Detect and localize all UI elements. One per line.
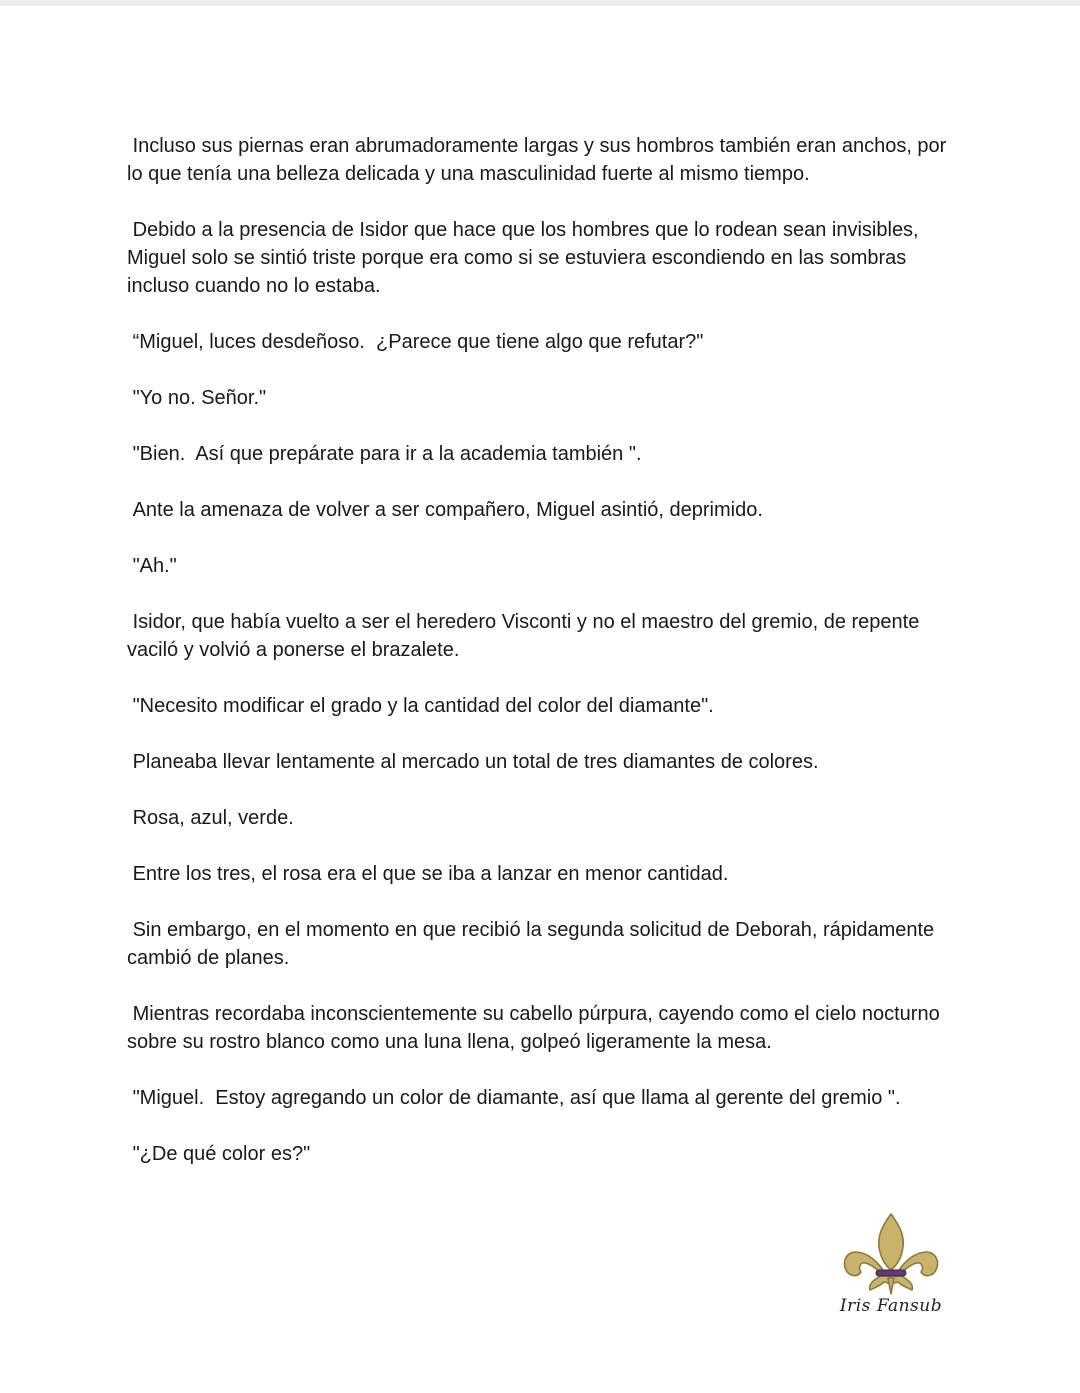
paragraph: "Necesito modificar el grado y la cantidad del color del diamante".	[127, 695, 714, 717]
paragraph: "Yo no. Señor."	[127, 387, 267, 409]
paragraph: Planeaba llevar lentamente al mercado un total de tres diamantes de colores.	[127, 751, 819, 773]
top-edge-bar	[0, 0, 1080, 6]
paragraph: Debido a la presencia de Isidor que hace que los hombres que lo rodean sean invisibles, Miguel solo se sintió triste porque era como si se estuviera escondiendo en las sombras incluso cuando no lo estaba.	[127, 219, 925, 297]
iris-fansub-watermark	[838, 1212, 944, 1322]
document-body	[127, 132, 957, 1196]
paragraph: "Ah."	[127, 555, 177, 577]
paragraph: "Bien. Así que prepárate para ir a la academia también ".	[127, 443, 642, 465]
paragraph: Rosa, azul, verde.	[127, 807, 294, 829]
paragraph: Sin embargo, en el momento en que recibió la segunda solicitud de Deborah, rápidamente cambió de planes.	[127, 919, 940, 969]
paragraph: Mientras recordaba inconscientemente su cabello púrpura, cayendo como el cielo nocturno sobre su rostro blanco como una luna llena, golpeó ligeramente la mesa.	[127, 1003, 946, 1053]
paragraph: "Miguel. Estoy agregando un color de diamante, así que llama al gerente del gremio ".	[127, 1087, 901, 1109]
watermark-text: Iris Fansub	[839, 1296, 943, 1316]
paragraph: Entre los tres, el rosa era el que se iba a lanzar en menor cantidad.	[127, 863, 729, 885]
paragraph: “Miguel, luces desdeñoso. ¿Parece que tiene algo que refutar?"	[127, 331, 704, 353]
paragraph: Isidor, que había vuelto a ser el heredero Visconti y no el maestro del gremio, de repente vaciló y volvió a ponerse el brazalete.	[127, 611, 925, 661]
paragraph: Ante la amenaza de volver a ser compañero, Miguel asintió, deprimido.	[127, 499, 763, 521]
paragraph: "¿De qué color es?"	[127, 1143, 311, 1165]
paragraph: Incluso sus piernas eran abrumadoramente largas y sus hombros también eran anchos, por lo que tenía una belleza delicada y una masculinidad fuerte al mismo tiempo.	[127, 135, 952, 185]
fleur-de-lis-icon	[838, 1212, 944, 1296]
